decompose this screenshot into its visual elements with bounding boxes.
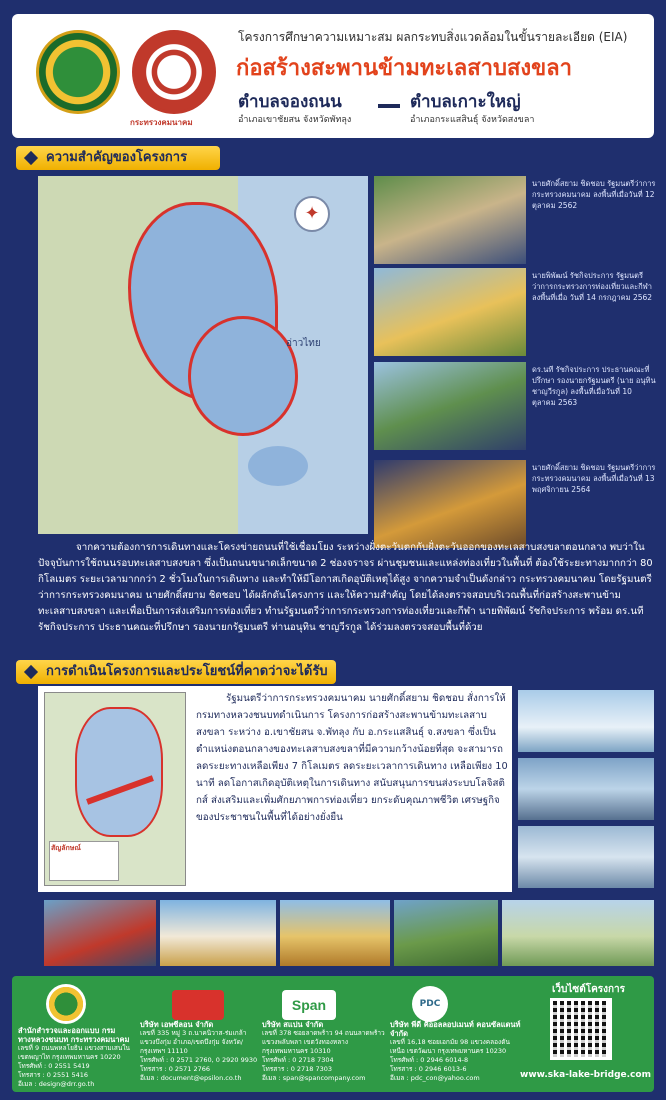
- org4-email: อีเมล : pdc_con@yahoo.com: [390, 1074, 480, 1082]
- footer-org-1: [18, 1026, 134, 1089]
- visit-caption-2: นายพิพัฒน์ รัชกิจประการ รัฐมนตรีว่าการกระทรวงการท่องเที่ยวและกีฬา ลงพื้นที่เมื่อ วันที่ 14 กรกฎาคม 2562: [532, 271, 653, 302]
- sea-label: อ่าวไทย: [286, 338, 321, 349]
- tourism-photo-2: [160, 900, 276, 966]
- visit-photo-3: [374, 362, 526, 450]
- org1-name: สำนักสำรวจและออกแบบ กรมทางหลวงชนบท กระทรวงคมนาคม: [18, 1026, 130, 1044]
- org2-email: อีเมล : document@epsilon.co.th: [140, 1074, 242, 1082]
- website-label: เว็บไซต์โครงการ: [552, 984, 626, 995]
- compass-icon: ✦: [294, 196, 330, 232]
- org1-address: เลขที่ 9 ถนนพหลโยธิน แขวงสามเสนใน เขตพญาไท กรุงเทพมหานคร 10220: [18, 1044, 130, 1061]
- lake-lower: [248, 446, 308, 486]
- visit-photo-1: [374, 176, 526, 264]
- rural-roads-logo: [36, 30, 120, 114]
- org4-address: เลขที่ 16,18 ซอยเอกมัย 98 แขวงคลองตันเหนือ เขตวัฒนา กรุงเทพมหานคร 10230: [390, 1038, 510, 1055]
- lake-middle: [188, 316, 298, 436]
- section-importance-heading: [16, 146, 220, 170]
- ministry-logo-label: กระทรวงคมนาคม: [130, 118, 193, 127]
- org2-phone: โทรศัพท์ : 0 2571 2760, 0 2920 9930: [140, 1056, 258, 1064]
- org3-name: บริษัท สแปน จำกัด: [262, 1020, 324, 1029]
- location-a: ตำบลจองถนน: [238, 92, 342, 112]
- org4-name: บริษัท พีดี คีออลลอปเมนท์ คอนซัลแตนท์ จำกัด: [390, 1020, 521, 1038]
- visit-photo-2: [374, 268, 526, 356]
- page-title: ก่อสร้างสะพานข้ามทะเลสาบสงขลา: [236, 56, 573, 81]
- bridge-render-1: [518, 690, 654, 752]
- route-map-lake: [75, 707, 163, 837]
- importance-paragraph: จากความต้องการการเดินทางและโครงข่ายถนนที่ใช้เชื่อมโยง ระหว่างฝั่งตะวันตกกับฝั่งตะวันออกของทะเลสาบสงขลาตอนกลาง พบว่าในปัจจุบันการใช้ถนนรอบทะเลสาบสงขลา ซึ่งเป็นถนนขนาดเล็กขนาด 2 ช่องจราจร ผ่านชุมชนและแหล่งท่องเที่ยวในพื้นที่ ต้องใช้ระยะทางมากกว่า 80 กิโลเมตร ระยะเวลามากกว่า 2 ชั่วโมงในการเดินทาง และทำให้มีโอกาสเกิดอุบัติเหตุได้สูง จากความจำเป็นดังกล่าว กระทรวงคมนาคม โดยรัฐมนตรีว่าการกระทรวงคมนาคม นายศักดิ์สยาม ชิดชอบ ได้ผลักดันโครงการ และให้ความสำคัญ โดยได้ลงตรวจสอบบริเวณพื้นที่ก่อสร้างสะพานข้ามทะเลสาบสงขลา และเพื่อเป็นการส่งเสริมการท่องเที่ยว ทำนรัฐมนตรีว่าการกระทรวงการท่องเที่ยวและกีฬา นายพิพัฒน์ รัชกิจประการ พร้อม ดร.นที รัชกิจประการ ประธานคณะที่ปรึกษา รองนายกรัฐมนตรี ท่านอนุทิน ชาญวีรกูล ได้ร่วมลงตรวจสอบพื้นที่ด้วย: [38, 542, 653, 633]
- route-map-legend-title: สัญลักษณ์: [51, 844, 81, 852]
- tourism-photo-1: [44, 900, 156, 966]
- org2-name: บริษัท เอพซีลอน จำกัด: [140, 1020, 214, 1029]
- eia-subtitle: โครงการศึกษาความเหมาะสม ผลกระทบสิ่งแวดล้อมในขั้นรายละเอียด (EIA): [238, 30, 628, 44]
- org3-phone: โทรศัพท์ : 0 2718 7304: [262, 1056, 334, 1064]
- header-panel: [12, 14, 654, 138]
- org3-fax: โทรสาร : 0 2718 7303: [262, 1065, 333, 1073]
- diamond-icon: [24, 151, 38, 165]
- benefits-paragraph: รัฐมนตรีว่าการกระทรวงคมนาคม นายศักดิ์สยาม ชิดชอบ สั่งการให้กรมทางหลวงชนบทดำเนินการ โครงการก่อสร้างสะพานข้ามทะเลสาบสงขลา ระหว่าง อ.เขาชัยสน จ.พัทลุง กับ อ.กระแสสินธุ์ จ.สงขลา ซึ่งเป็นตำแหน่งตอนกลางของทะเลสาบสงขลาที่มีความกว้างน้อยที่สุด จะสามารถลดระยะทางเหลือเพียง 7 กิโลเมตร ลดระยะเวลาการเดินทาง เหลือเพียง 10 นาที ลดโอกาสเกิดอุบัติเหตุในการเดินทาง สนับสนุนการขนส่งระบบโลจิสติกส์ ส่งเสริมและเพิ่มศักยภาพการท่องเที่ยว ยกระดับคุณภาพชีวิต เศรษฐกิจของประชาชนในพื้นที่ได้อย่างยั่งยืน: [196, 693, 508, 823]
- footer-org-4: [390, 1020, 524, 1083]
- bridge-render-2: [518, 758, 654, 820]
- location-b-sub: อำเภอกระแสสินธุ์ จังหวัดสงขลา: [410, 115, 535, 125]
- footer-org-3: [262, 1020, 392, 1083]
- bridge-render-3: [518, 826, 654, 888]
- section-importance-title: ความสำคัญของโครงการ: [46, 150, 188, 165]
- org2-address: เลขที่ 335 หมู่ 3 ถ.นาคนิวาส-ร่มเกล้า แขวงบึงกุ่ม อำเภอ/เขตบึงกุ่ม จังหวัด/กรุงเทพฯ 11110: [140, 1029, 247, 1055]
- org4-fax: โทรสาร : 0 2946 6013-6: [390, 1065, 467, 1073]
- visit-caption-4: นายศักดิ์สยาม ชิดชอบ รัฐมนตรีว่าการกระทรวงคมนาคม ลงพื้นที่เมื่อวันที่ 13 พฤศจิกายน 2564: [532, 463, 656, 494]
- footer-panel: [12, 976, 654, 1092]
- section-benefits-title: การดำเนินโครงการและประโยชน์ที่คาดว่าจะได้รับ: [46, 664, 328, 679]
- org1-phone: โทรศัพท์ : 0 2551 5419: [18, 1062, 90, 1070]
- location-a-sub: อำเภอเขาชัยสน จังหวัดพัทลุง: [238, 115, 352, 125]
- org3-email: อีเมล : span@spancompany.com: [262, 1074, 366, 1082]
- section-benefits-heading: [16, 660, 336, 684]
- ministry-logo: [132, 30, 216, 114]
- qr-code-icon[interactable]: [550, 998, 612, 1060]
- epsilon-logo: [172, 990, 224, 1020]
- location-b: ตำบลเกาะใหญ่: [410, 92, 521, 112]
- org1-email: อีเมล : design@drr.go.th: [18, 1080, 95, 1088]
- rural-roads-footer-logo: [46, 984, 86, 1024]
- org4-phone: โทรศัพท์ : 0 2946 6014-8: [390, 1056, 469, 1064]
- route-map: [44, 692, 186, 886]
- pdc-logo: PDC: [412, 986, 448, 1022]
- org1-fax: โทรสาร : 0 2551 5416: [18, 1071, 89, 1079]
- tourism-photo-4: [394, 900, 498, 966]
- location-dash: [378, 104, 400, 108]
- tourism-photo-5: [502, 900, 654, 966]
- visit-photo-4: [374, 460, 526, 548]
- diamond-icon: [24, 665, 38, 679]
- org3-address: เลขที่ 378 ซอยลาดพร้าว 94 ถนนลาดพร้าว แขวงพลับพลา เขตวังทองหลาง กรุงเทพมหานคร 10310: [262, 1029, 385, 1055]
- lake-map: [38, 176, 368, 534]
- span-logo: Span: [282, 990, 336, 1020]
- website-link[interactable]: www.ska-lake-bridge.com: [520, 1070, 651, 1080]
- footer-org-2: [140, 1020, 258, 1083]
- tourism-photo-3: [280, 900, 390, 966]
- visit-caption-1: นายศักดิ์สยาม ชิดชอบ รัฐมนตรีว่าการกระทรวงคมนาคม ลงพื้นที่เมื่อวันที่ 12 ตุลาคม 2562: [532, 179, 656, 210]
- org2-fax: โทรสาร : 0 2571 2766: [140, 1065, 211, 1073]
- visit-caption-3: ดร.นที รัชกิจประการ ประธานคณะที่ปรึกษา รองนายกรัฐมนตรี (นาย อนุทิน ชาญวีรกูล) ลงพื้นที่เมื่อวันที่ 10 ตุลาคม 2563: [532, 365, 656, 407]
